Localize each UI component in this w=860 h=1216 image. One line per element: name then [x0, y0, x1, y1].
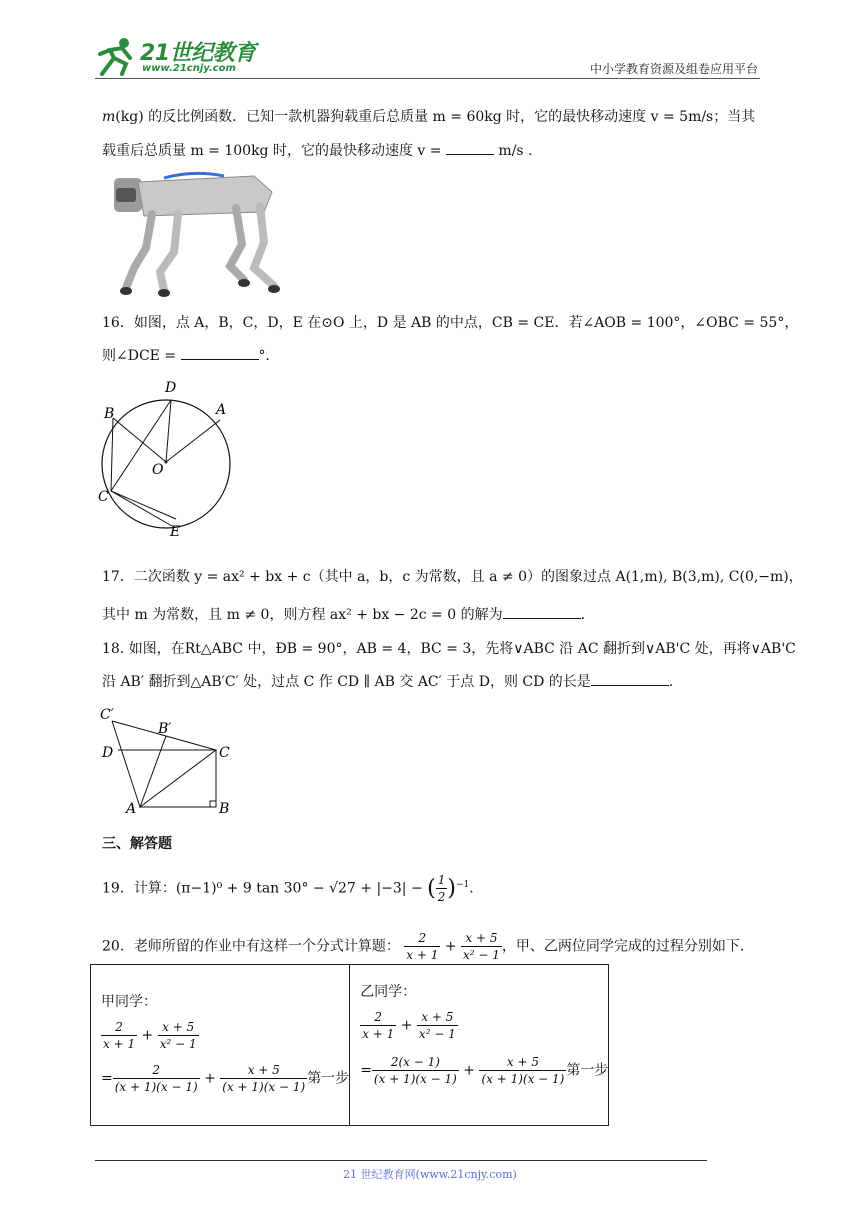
answer-blank: [446, 142, 494, 155]
point-label: B: [104, 406, 115, 422]
solutions-table: [90, 964, 609, 1126]
logo-text: 21世纪教育: [140, 41, 256, 66]
point-label: O: [152, 462, 164, 478]
q15-line1: m(kg) 的反比例函数．已知一款机器狗载重后总质量 m = 60kg 时，它的最快移动速度 v = 5m/s；当其: [102, 109, 756, 125]
point-label: C′: [100, 707, 114, 723]
jia-solution: 甲同学： $\frac{2}{x + 1}$ + $\frac{x + 5}{\text{x² − 1}}$ = $\frac{2}{(x + 1)(x - 1)}$ + $\frac{x + 5}{(x + 1)(x - 1)}$ 第一步: [91, 965, 350, 1126]
yi-solution: 乙同学： $\frac{2}{x + 1}$ + $\frac{x + 5}{\text{x² − 1}}$ = $\frac{2(x - 1)}{(x + 1)(x - 1)}$ + $\frac{x + 5}{(x + 1)(x - 1)}$ 第一步: [350, 965, 609, 1126]
point-label: A: [126, 801, 137, 815]
running-figure-icon: [92, 34, 140, 78]
point-label: D: [102, 745, 114, 761]
footer-text: 21 世纪教育网(www.21cnjy.com): [343, 1168, 517, 1181]
q17-line1: 17．二次函数 y = ax² + bx + c（其中 a，b，c 为常数，且 a ≠ 0）的图象过点 A(1,m), B(3,m), C(0,−m)，: [102, 569, 803, 585]
platform-name: 中小学教育资源及组卷应用平台: [589, 62, 758, 76]
robot-dog-image: [104, 168, 294, 303]
answer-blank: [591, 673, 669, 686]
answer-blank: [181, 347, 259, 360]
q15-line2: 载重后总质量 m = 100kg 时，它的最快移动速度 v = m/s .: [102, 143, 533, 159]
site-logo: [92, 34, 262, 78]
point-label: C: [219, 745, 230, 761]
header-divider: [95, 78, 760, 79]
q16-line2: 则∠DCE = °．: [102, 348, 280, 364]
answer-blank: [503, 606, 581, 619]
triangle-figure: [98, 703, 238, 815]
logo-url: www.21cnjy.com: [142, 63, 236, 74]
q18-line1: 18. 如图，在Rt△ABC 中，ÐB = 90°，AB = 4，BC = 3，先将∨ABC 沿 AC 翻折到∨AB'C 处，再将∨AB'C: [102, 641, 796, 657]
section-title: 三、解答题: [102, 836, 172, 852]
point-label: E: [170, 524, 181, 540]
q16-line1: 16．如图，点 A，B，C，D，E 在⊙O 上，D 是 AB 的中点，CB = CE．若∠AOB = 100°，∠OBC = 55°，: [102, 315, 799, 331]
point-label: C: [98, 489, 109, 505]
q18-line2: 沿 AB′ 翻折到△AB′C′ 处，过点 C 作 CD ∥ AB 交 AC′ 于点 D，则 CD 的长是 .: [102, 674, 674, 690]
point-label: D: [165, 380, 177, 396]
point-label: B′: [158, 721, 172, 737]
point-label: A: [216, 402, 227, 418]
footer-divider: [95, 1160, 707, 1161]
point-label: B: [219, 801, 230, 815]
q20-intro: 20．老师所留的作业中有这样一个分式计算题： $\frac{2}{x + 1}$ + $\frac{x + 5}{\text{x² − 1}}$ ，甲、乙两位同学完成的过程分别如下．: [102, 931, 754, 962]
q19: 19．计算：(π−1)⁰ + 9 tan 30° − √27 + |−3| − ( $\frac{1}{2}$ )$^{-1}$.: [102, 873, 474, 904]
circle-figure: [96, 374, 246, 540]
q17-line2: 其中 m 为常数，且 m ≠ 0，则方程 ax² + bx − 2c = 0 的解为 .: [102, 607, 586, 623]
